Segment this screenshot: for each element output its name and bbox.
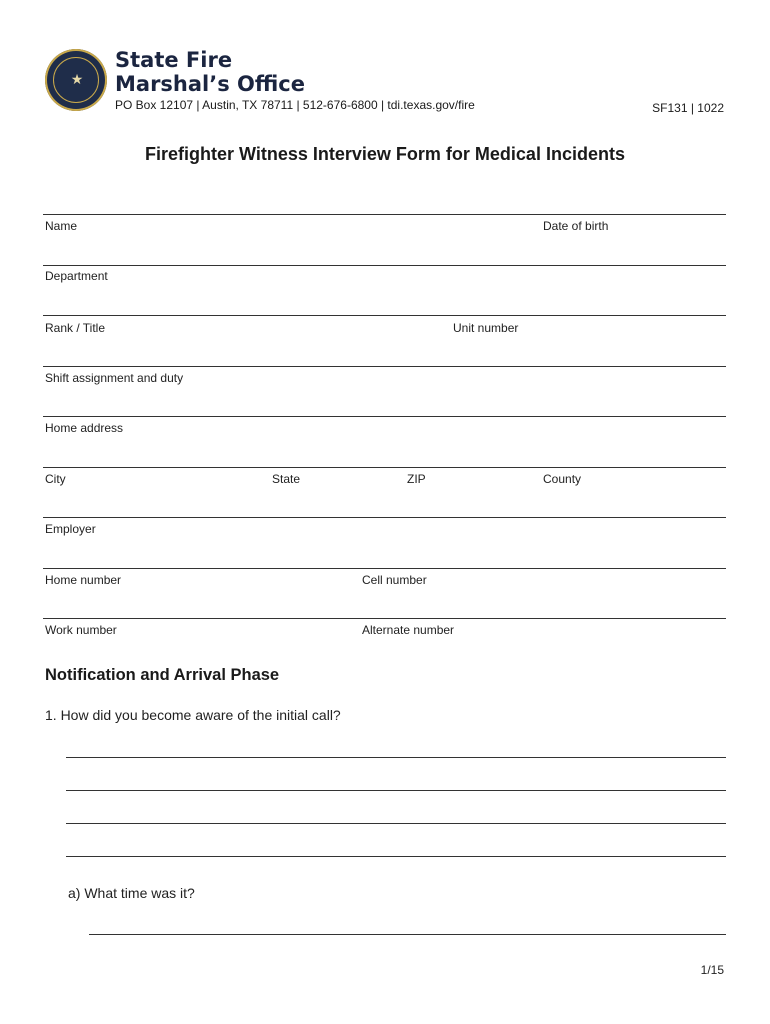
county-label: County <box>543 472 582 486</box>
field-divider <box>43 366 726 367</box>
field-divider <box>43 568 726 569</box>
org-name-line2: Marshal’s Office <box>115 72 305 96</box>
date-of-birth-label: Date of birth <box>543 219 609 233</box>
answer-line[interactable] <box>66 823 726 824</box>
field-divider <box>43 467 726 468</box>
question-1: 1. How did you become aware of the initial call? <box>45 707 341 723</box>
answer-line[interactable] <box>66 856 726 857</box>
unit-number-label: Unit number <box>453 321 519 335</box>
field-divider <box>43 517 726 518</box>
field-divider <box>43 416 726 417</box>
answer-line[interactable] <box>66 757 726 758</box>
shift-assignment-label: Shift assignment and duty <box>45 371 184 385</box>
question-1a: a) What time was it? <box>68 885 195 901</box>
city-label: City <box>45 472 66 486</box>
department-label: Department <box>45 269 108 283</box>
home-number-label: Home number <box>45 573 122 587</box>
org-contact-info: PO Box 12107 | Austin, TX 78711 | 512-676-6800 | tdi.texas.gov/fire <box>115 98 475 112</box>
name-label: Name <box>45 219 78 233</box>
star-icon: ★ <box>70 71 84 87</box>
section-heading: Notification and Arrival Phase <box>45 666 280 684</box>
zip-label: ZIP <box>407 472 426 486</box>
form-title: Firefighter Witness Interview Form for Medical Incidents <box>145 144 625 164</box>
alternate-number-label: Alternate number <box>362 623 455 637</box>
state-seal-logo <box>45 49 107 111</box>
field-divider <box>43 265 726 266</box>
answer-line[interactable] <box>89 934 726 935</box>
state-label: State <box>272 472 301 486</box>
field-divider <box>43 315 726 316</box>
rank-title-label: Rank / Title <box>45 321 106 335</box>
page-number: 1/15 <box>700 963 724 977</box>
work-number-label: Work number <box>45 623 117 637</box>
cell-number-label: Cell number <box>362 573 427 587</box>
field-divider <box>43 214 726 215</box>
field-divider <box>43 618 726 619</box>
answer-line[interactable] <box>66 790 726 791</box>
form-number: SF131 | 1022 <box>652 101 724 115</box>
home-address-label: Home address <box>45 421 124 435</box>
employer-label: Employer <box>45 522 96 536</box>
org-name-line1: State Fire <box>115 48 233 72</box>
seal-ring <box>53 57 99 103</box>
